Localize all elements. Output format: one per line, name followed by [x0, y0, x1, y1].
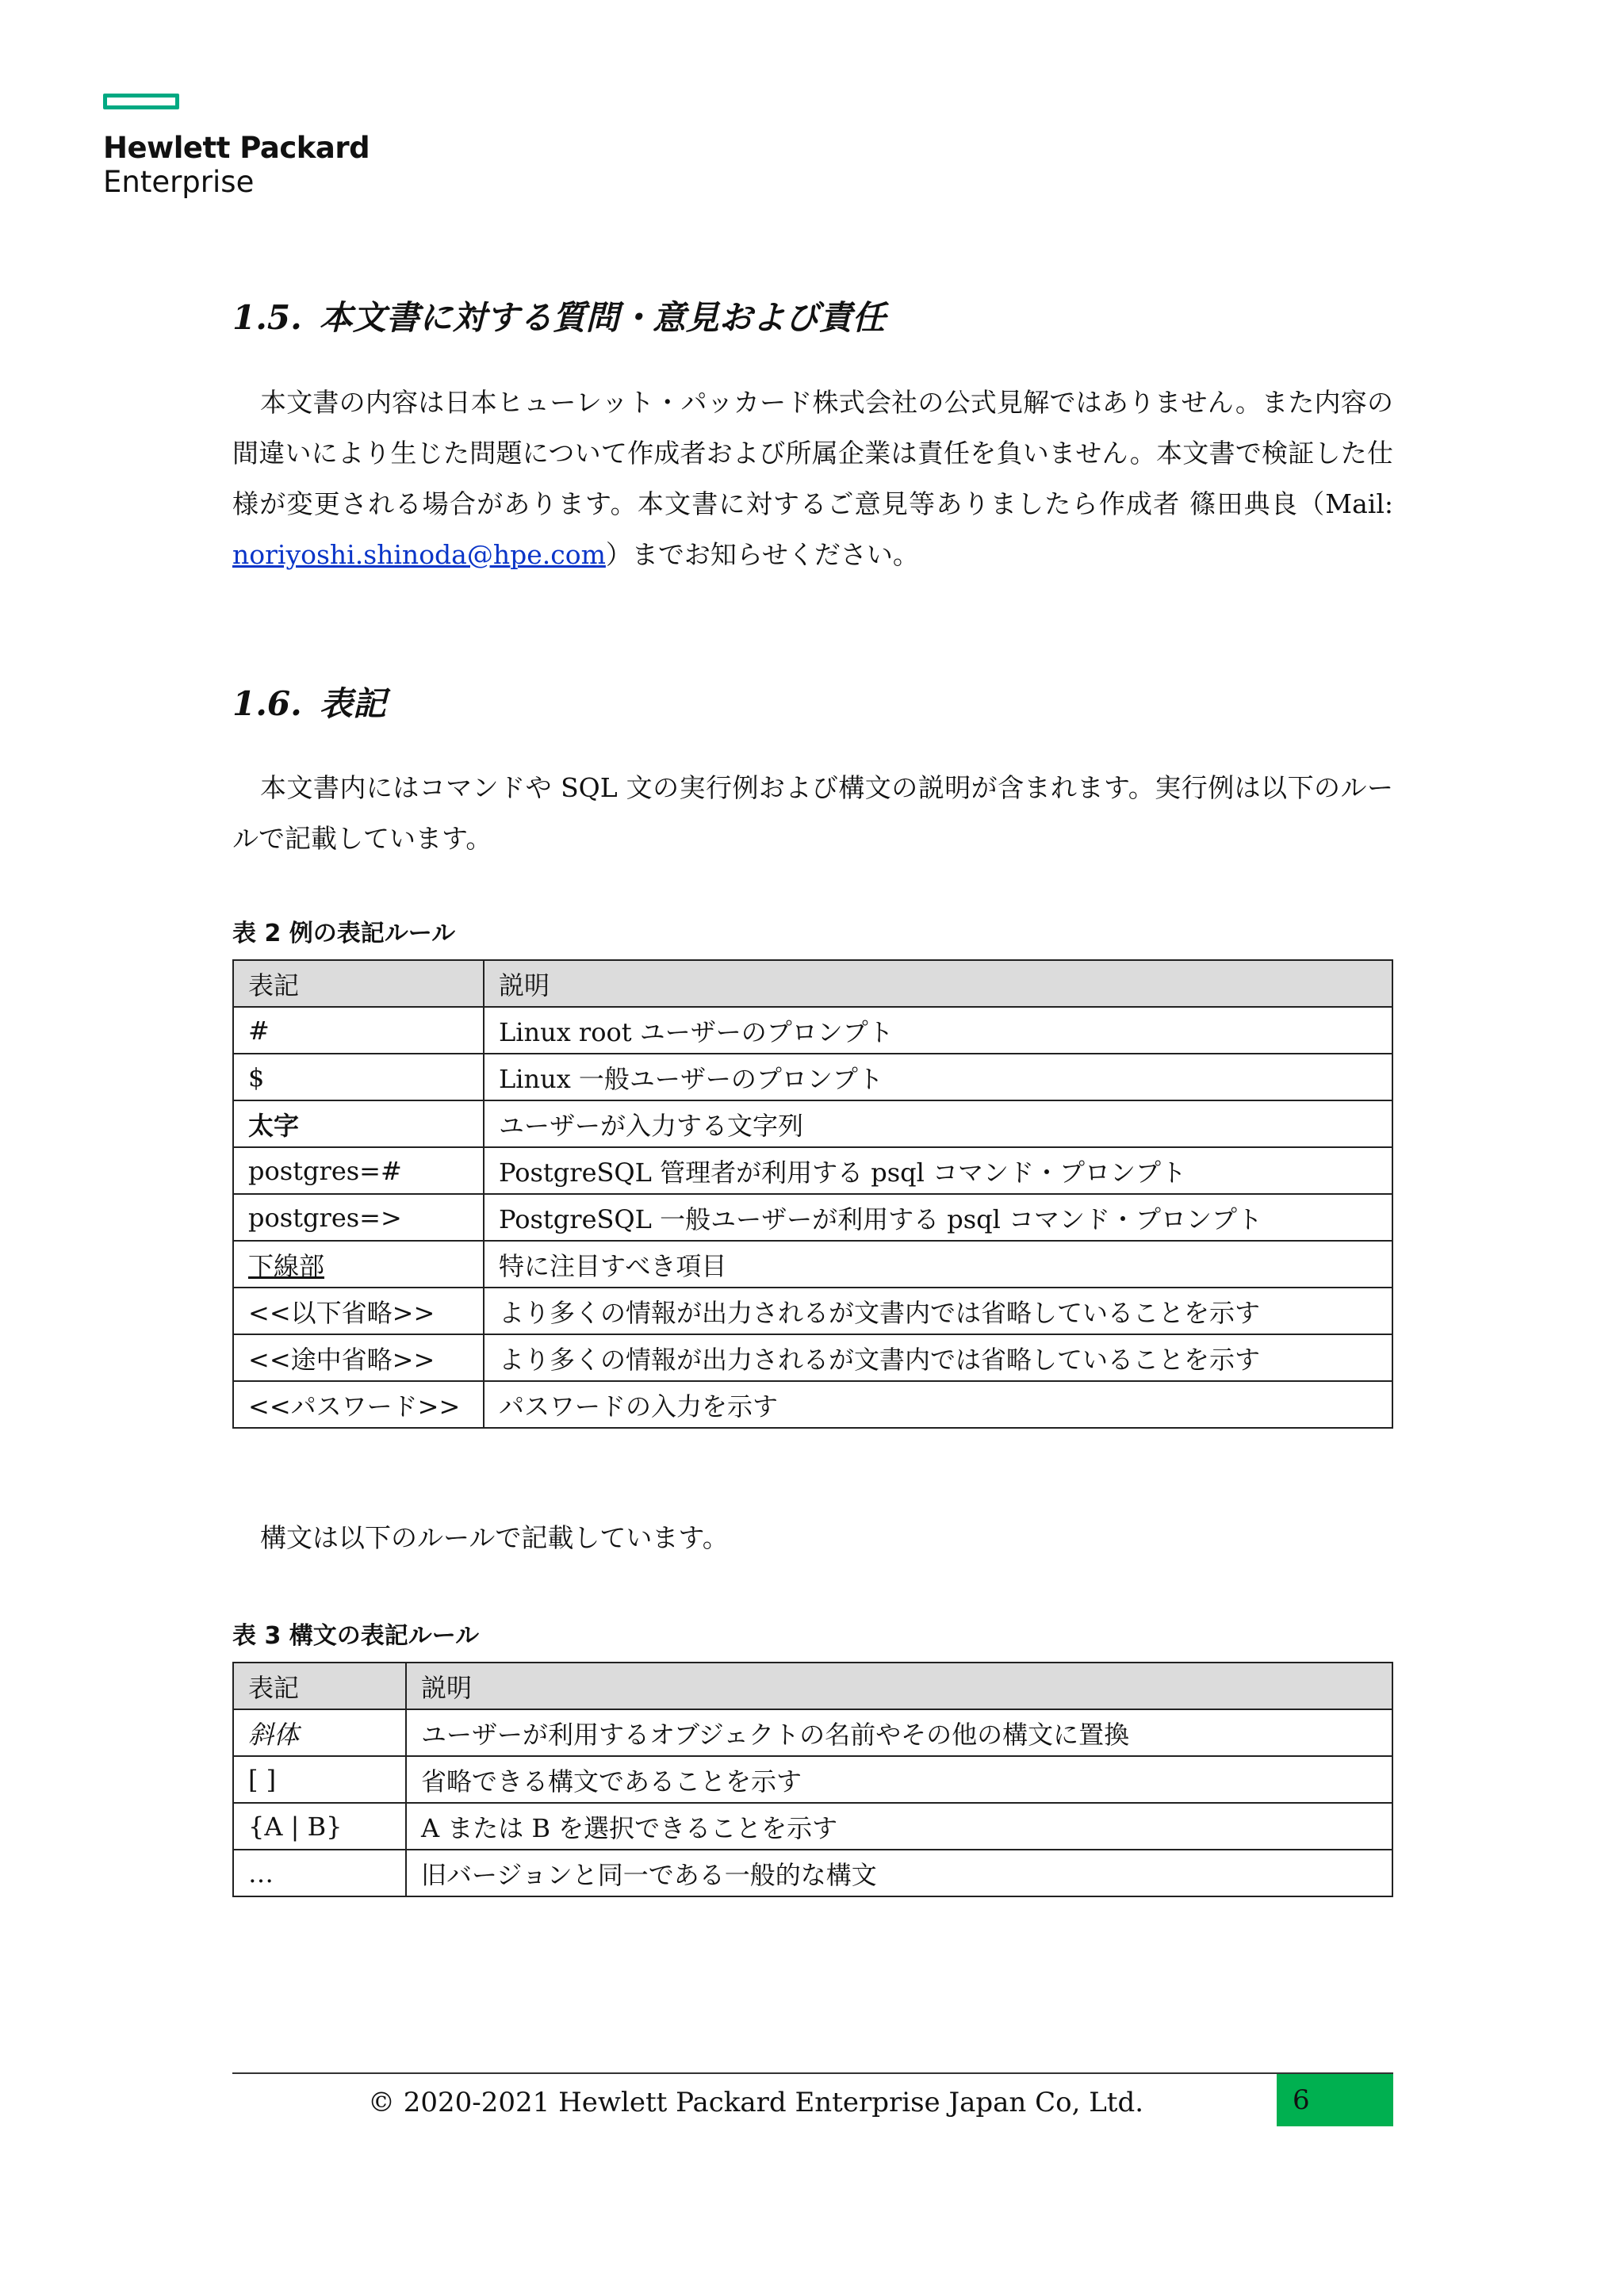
hpe-logo [103, 94, 370, 200]
description-cell: A または B を選択できることを示す [406, 1803, 1392, 1850]
section-number: 1.5. [232, 298, 302, 337]
notation-cell: … [233, 1850, 406, 1896]
table-row [233, 1334, 1392, 1381]
table-row [233, 1709, 1392, 1756]
section-title: 本文書に対する質問・意見および責任 [319, 298, 886, 337]
table-header-row [233, 960, 1392, 1007]
description-cell: 省略できる構文であることを示す [406, 1756, 1392, 1803]
description-cell: 旧バージョンと同一である一般的な構文 [406, 1850, 1392, 1896]
description-cell: ユーザーが利用するオブジェクトの名前やその他の構文に置換 [406, 1709, 1392, 1756]
paragraph-text: 本文書の内容は日本ヒューレット・パッカード株式会社の公式見解ではありません。また内容の間違いにより生じた問題について作成者および所属企業は責任を負いません。本文書で検証した仕様が変更される場合があります。本文書に対するご意見等ありましたら作成者 篠田典良（Mail: [232, 387, 1393, 519]
notation-cell [233, 1241, 484, 1288]
notation-cell: {A | B} [233, 1803, 406, 1850]
header-cell: 説明 [484, 960, 1392, 1007]
notation-cell: <<パスワード>> [233, 1381, 484, 1428]
description-cell: より多くの情報が出力されるが文書内では省略していることを示す [484, 1334, 1392, 1381]
description-cell: パスワードの入力を示す [484, 1381, 1392, 1428]
section-number: 1.6. [232, 684, 302, 723]
table-row [233, 1100, 1392, 1147]
email-link[interactable]: noriyoshi.shinoda@hpe.com [232, 539, 606, 570]
table-row [233, 1007, 1392, 1054]
section-1-5-paragraph [232, 377, 1393, 580]
table-row [233, 1381, 1392, 1428]
description-cell: PostgreSQL 管理者が利用する psql コマンド・プロンプト [484, 1147, 1392, 1194]
table3 [232, 1662, 1393, 1897]
notation-cell: <<以下省略>> [233, 1288, 484, 1334]
notation-cell: <<途中省略>> [233, 1334, 484, 1381]
table-row [233, 1194, 1392, 1241]
notation-cell: postgres=> [233, 1194, 484, 1241]
description-cell: ユーザーが入力する文字列 [484, 1100, 1392, 1147]
description-cell: Linux 一般ユーザーのプロンプト [484, 1054, 1392, 1100]
table-row [233, 1147, 1392, 1194]
paragraph-text-end: ）までお知らせください。 [605, 539, 919, 570]
header-cell: 表記 [233, 1663, 406, 1709]
logo-text-line2: Enterprise [103, 165, 255, 199]
description-cell: Linux root ユーザーのプロンプト [484, 1007, 1392, 1054]
notation-cell: postgres=# [233, 1147, 484, 1194]
section-title: 表記 [319, 684, 386, 723]
table-row [233, 1288, 1392, 1334]
table-row [233, 1850, 1392, 1896]
table-row [233, 1054, 1392, 1100]
notation-cell: 斜体 [233, 1709, 406, 1756]
page-number: 6 [1277, 2074, 1393, 2126]
hpe-logo-mark [103, 94, 179, 109]
notation-cell: [ ] [233, 1756, 406, 1803]
description-cell: より多くの情報が出力されるが文書内では省略していることを示す [484, 1288, 1392, 1334]
section-1-6-heading [232, 682, 386, 726]
underlined-notation: 下線部 [248, 1250, 325, 1281]
syntax-intro-paragraph: 構文は以下のルールで記載しています。 [260, 1522, 729, 1553]
notation-cell: # [233, 1007, 484, 1054]
header-cell: 説明 [406, 1663, 1392, 1709]
table-row [233, 1803, 1392, 1850]
header-cell: 表記 [233, 960, 484, 1007]
description-cell: PostgreSQL 一般ユーザーが利用する psql コマンド・プロンプト [484, 1194, 1392, 1241]
table-header-row [233, 1663, 1392, 1709]
table3-caption: 表 3 構文の表記ルール [232, 1622, 480, 1650]
logo-text-line1: Hewlett Packard [103, 131, 370, 165]
table-row [233, 1241, 1392, 1288]
section-1-6-paragraph: 本文書内にはコマンドや SQL 文の実行例および構文の説明が含まれます。実行例は以下のルールで記載しています。 [232, 772, 1393, 854]
table2 [232, 959, 1393, 1429]
notation-cell: 太字 [233, 1100, 484, 1147]
section-1-5-heading [232, 296, 886, 340]
footer-divider [232, 2072, 1393, 2074]
notation-cell: $ [233, 1054, 484, 1100]
table-row [233, 1756, 1392, 1803]
description-cell: 特に注目すべき項目 [484, 1241, 1392, 1288]
footer-copyright: © 2020-2021 Hewlett Packard Enterprise Japan Co, Ltd. [367, 2087, 1144, 2118]
table2-caption: 表 2 例の表記ルール [232, 920, 456, 947]
